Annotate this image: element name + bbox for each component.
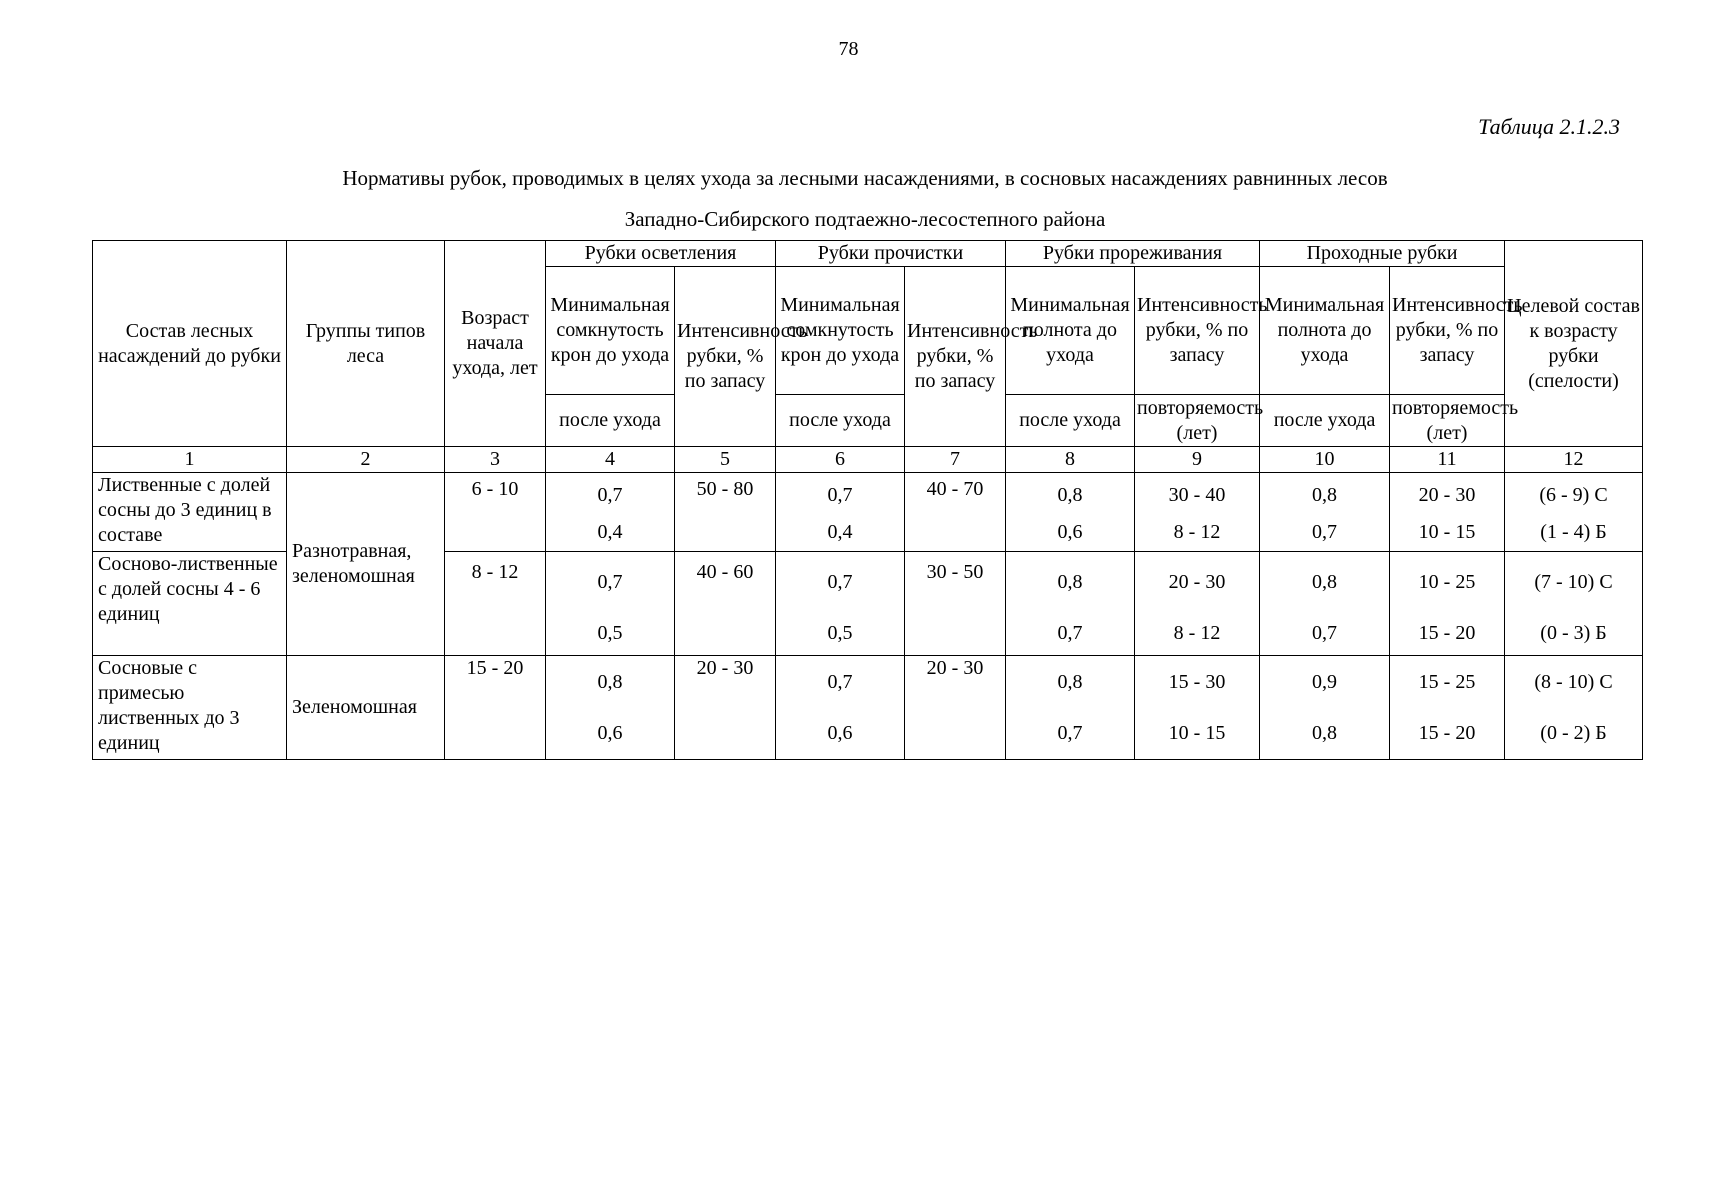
page-number: 78 [838,38,859,60]
header-prh-repeat: повторяемость (лет) [1390,395,1505,447]
header-group-osvetleniya: Рубки осветления [546,241,776,267]
value-before: 0,7 [827,484,853,506]
header-prz-min: Минимальная полнота до ухода [1006,267,1135,395]
header-forest-type: Группы типов леса [287,241,445,447]
header-prh-after: после ухода [1260,395,1390,447]
header-osv-min: Минимальная сомкнутость крон до ухода [546,267,675,395]
header-osv-int: Интенсивность рубки, % по запасу [675,267,776,447]
col-number: 6 [776,447,905,473]
header-osv-after: после ухода [546,395,675,447]
value-after: 0,6 [597,721,623,744]
value-before: 0,7 [597,484,623,506]
cell-c8 [1006,552,1135,656]
cell-c11 [1390,656,1505,760]
value-before: 10 - 25 [1418,570,1476,593]
value-before: (6 - 9) С [1539,484,1608,506]
cell-c11 [1390,473,1505,552]
cell-c8 [1006,473,1135,552]
value-before: 15 - 30 [1168,670,1226,693]
cell-c4 [546,473,675,552]
cell-c9 [1135,552,1260,656]
value-after: 15 - 20 [1418,621,1476,644]
cell-c5: 20 - 30 [675,656,776,760]
col-number: 11 [1390,447,1505,473]
value-after: (1 - 4) Б [1540,521,1607,543]
cell-composition: Лиственные с долей сосны до 3 единиц в составе [93,473,287,552]
value-before: 0,7 [827,570,853,593]
value-after: 0,4 [597,521,623,543]
value-after: 0,7 [1057,621,1083,644]
cell-c7: 20 - 30 [905,656,1006,760]
header-group-prokhodnye: Проходные рубки [1260,241,1505,267]
value-after: 0,8 [1312,721,1338,744]
header-pro-min: Минимальная сомкнутость крон до ухода [776,267,905,395]
col-number: 4 [546,447,675,473]
value-after: 8 - 12 [1173,521,1221,543]
cell-c5: 50 - 80 [675,473,776,552]
table-caption: Таблица 2.1.2.3 [1478,114,1620,139]
value-before: 30 - 40 [1168,484,1226,506]
value-before: 20 - 30 [1168,570,1226,593]
cell-c6 [776,552,905,656]
value-after: 0,4 [827,521,853,543]
cell-c4 [546,656,675,760]
col-number: 10 [1260,447,1390,473]
value-after: 10 - 15 [1418,521,1476,543]
cell-c7: 40 - 70 [905,473,1006,552]
col-number: 9 [1135,447,1260,473]
value-after: (0 - 3) Б [1540,621,1607,644]
cell-c5: 40 - 60 [675,552,776,656]
cell-age: 8 - 12 [445,552,546,656]
header-target-composition: Целевой состав к возрасту рубки (спелости) [1505,241,1643,447]
table-title [0,158,1730,240]
cell-c10 [1260,473,1390,552]
value-before: 0,8 [1057,670,1083,693]
header-prh-min: Минимальная полнота до ухода [1260,267,1390,395]
value-before: 0,8 [1057,484,1083,506]
col-number: 12 [1505,447,1643,473]
cell-c4 [546,552,675,656]
value-after: 0,5 [597,621,623,644]
value-after: 10 - 15 [1168,721,1226,744]
cell-c10 [1260,656,1390,760]
value-before: 0,7 [597,570,623,593]
value-after: 15 - 20 [1418,721,1476,744]
cell-c7: 30 - 50 [905,552,1006,656]
value-before: 0,8 [1057,570,1083,593]
cell-forest-type: Разнотравная, зеленомошная [287,473,445,656]
table-row [93,656,1643,760]
col-number: 1 [93,447,287,473]
value-before: 0,8 [1312,570,1338,593]
header-prz-after: после ухода [1006,395,1135,447]
header-composition: Состав лесных насаждений до рубки [93,241,287,447]
cell-forest-type: Зеленомошная [287,656,445,760]
col-number: 7 [905,447,1006,473]
header-prz-repeat: повторяемость (лет) [1135,395,1260,447]
value-before: 0,9 [1312,670,1338,693]
value-after: 0,7 [1057,721,1083,744]
value-after: 0,7 [1312,521,1338,543]
value-before: 20 - 30 [1418,484,1476,506]
value-after: 8 - 12 [1173,621,1221,644]
value-before: 0,7 [827,670,853,693]
header-numbers-row [93,447,1643,473]
value-after: 0,6 [827,721,853,744]
cell-c6 [776,473,905,552]
col-number: 8 [1006,447,1135,473]
cell-c8 [1006,656,1135,760]
cell-age: 6 - 10 [445,473,546,552]
header-group-prorezhivaniya: Рубки прореживания [1006,241,1260,267]
value-before: (8 - 10) С [1534,670,1613,693]
cell-c12 [1505,656,1643,760]
cell-composition: Сосновые с примесью лиственных до 3 единиц [93,656,287,760]
header-prh-int: Интенсивность рубки, % по запасу [1390,267,1505,395]
header-row-groups [93,241,1643,267]
col-number: 3 [445,447,546,473]
cell-c11 [1390,552,1505,656]
header-pro-int: Интенсивность рубки, % по запасу [905,267,1006,447]
table-title-line-1: Нормативы рубок, проводимых в целях ухода за лесными насаждениями, в сосновых насаждениях равнинных лесов [342,166,1388,190]
value-before: 0,8 [597,670,623,693]
value-after: 0,6 [1057,521,1083,543]
cell-composition: Сосново-лиственные с долей сосны 4 - 6 единиц [93,552,287,656]
table-row [93,473,1643,552]
header-start-age: Возраст начала ухода, лет [445,241,546,447]
cell-c9 [1135,473,1260,552]
cell-c6 [776,656,905,760]
norms-table [92,240,1643,760]
value-after: 0,5 [827,621,853,644]
cell-c12 [1505,552,1643,656]
value-before: (7 - 10) С [1534,570,1613,593]
cell-c12 [1505,473,1643,552]
col-number: 2 [287,447,445,473]
cell-c9 [1135,656,1260,760]
value-before: 15 - 25 [1418,670,1476,693]
value-after: 0,7 [1312,621,1338,644]
table-title-line-2: Западно-Сибирского подтаежно-лесостепного района [624,207,1106,231]
header-pro-after: после ухода [776,395,905,447]
cell-c10 [1260,552,1390,656]
cell-age: 15 - 20 [445,656,546,760]
value-before: 0,8 [1312,484,1338,506]
header-prz-int: Интенсивность рубки, % по запасу [1135,267,1260,395]
col-number: 5 [675,447,776,473]
header-group-prochistki: Рубки прочистки [776,241,1006,267]
value-after: (0 - 2) Б [1540,721,1607,744]
